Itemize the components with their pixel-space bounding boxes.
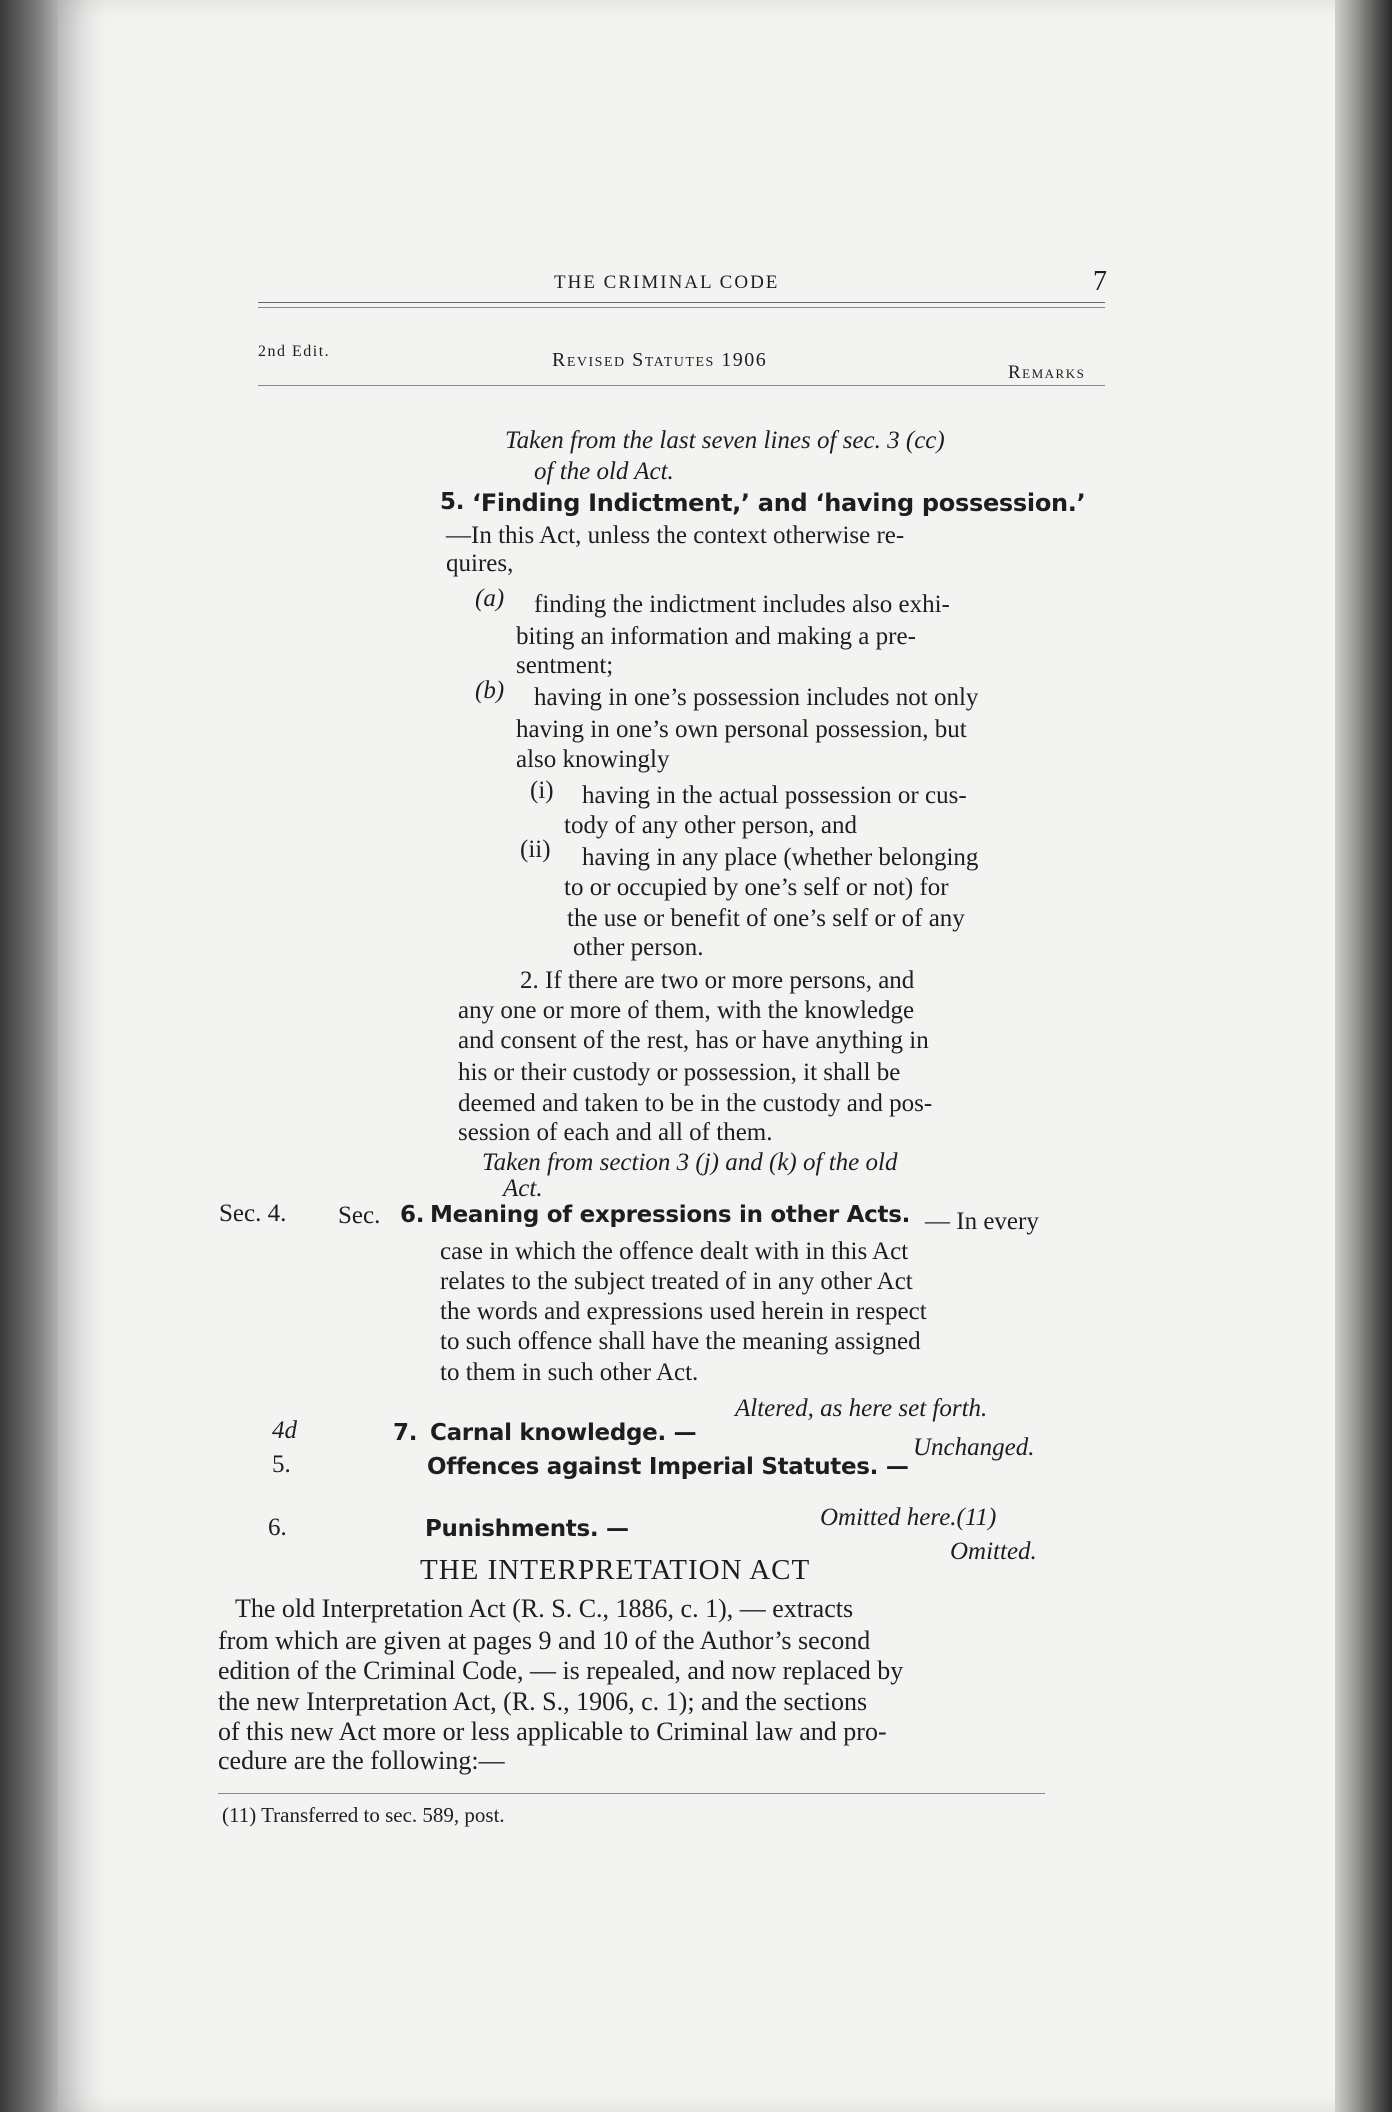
sec6-line-5: to them in such other Act. bbox=[440, 1359, 699, 1386]
sec5-ii-line-3: the use or benefit of one’s self or of any bbox=[567, 905, 965, 932]
punishments-old-reference: 6. bbox=[268, 1514, 287, 1541]
interpretation-line-6: cedure are the following:— bbox=[218, 1746, 505, 1775]
punishments-remark: Omitted. bbox=[950, 1538, 1037, 1565]
intro-note-line-1: Taken from the last seven lines of sec. 3 (cc) bbox=[505, 427, 945, 454]
sec5-note-line-2: Act. bbox=[503, 1175, 543, 1202]
running-title: THE CRIMINAL CODE bbox=[554, 272, 780, 293]
sec5-ii-line-1: having in any place (whether belonging bbox=[582, 844, 979, 871]
interpretation-line-3: edition of the Criminal Code, — is repealed, and now replaced by bbox=[218, 1656, 904, 1685]
offences-remark: Omitted here.(11) bbox=[820, 1504, 997, 1531]
page-number: 7 bbox=[1093, 266, 1107, 297]
sec6-title: Meaning of expressions in other Acts. bbox=[430, 1202, 911, 1228]
sec5-sub2-line-3: and consent of the rest, has or have anything in bbox=[458, 1027, 929, 1054]
sec6-line-3: the words and expressions used herein in respect bbox=[440, 1298, 927, 1325]
sec5-b-label: (b) bbox=[475, 677, 505, 704]
header-rule-top bbox=[258, 302, 1105, 303]
sec5-line-2: quires, bbox=[446, 550, 514, 577]
sec5-sub2-line-1: 2. If there are two or more persons, and bbox=[520, 967, 915, 994]
sec6-old-reference: Sec. 4. bbox=[219, 1200, 287, 1227]
sec5-a-label: (a) bbox=[475, 585, 505, 612]
page-edge bbox=[1335, 0, 1392, 2112]
sec5-sub2-line-5: deemed and taken to be in the custody and pos- bbox=[458, 1090, 933, 1117]
sec5-sub2-line-6: session of each and all of them. bbox=[458, 1119, 773, 1146]
sec5-b-line-2: having in one’s own personal possession, but bbox=[516, 716, 967, 743]
interpretation-heading: THE INTERPRETATION ACT bbox=[420, 1554, 811, 1586]
sec5-a-line-1: finding the indictment includes also exhi- bbox=[534, 591, 950, 618]
offences-title: Offences against Imperial Statutes. — bbox=[427, 1454, 909, 1480]
sec6-new-reference: Sec. bbox=[338, 1202, 381, 1229]
column-head-remarks: Remarks bbox=[1008, 362, 1086, 383]
intro-note-line-2: of the old Act. bbox=[534, 458, 674, 485]
footnote-rule bbox=[218, 1793, 1045, 1794]
sec7-number: 7. bbox=[393, 1420, 418, 1446]
column-head-edition: 2nd Edit. bbox=[258, 343, 331, 360]
sec5-ii-line-2: to or occupied by one’s self or not) for bbox=[564, 874, 949, 901]
interpretation-line-1: The old Interpretation Act (R. S. C., 1886, c. 1), — extracts bbox=[235, 1594, 854, 1623]
sec6-number: 6. bbox=[400, 1202, 425, 1228]
sec5-sub2-line-4: his or their custody or possession, it shall be bbox=[458, 1059, 901, 1086]
header-rule-bottom bbox=[258, 385, 1105, 386]
sec5-a-line-2: biting an information and making a pre- bbox=[516, 623, 916, 650]
sec5-a-line-3: sentment; bbox=[516, 652, 614, 679]
sec5-title: ‘Finding Indictment,’ and ‘having possession.’ bbox=[472, 489, 1086, 517]
sec6-line-2: relates to the subject treated of in any other Act bbox=[440, 1268, 913, 1295]
sec5-b-line-3: also knowingly bbox=[516, 746, 670, 773]
interpretation-line-4: the new Interpretation Act, (R. S., 1906, c. 1); and the sections bbox=[218, 1687, 868, 1716]
sec5-ii-line-4: other person. bbox=[573, 934, 704, 961]
footnote: (11) Transferred to sec. 589, post. bbox=[222, 1803, 505, 1827]
sec5-i-line-2: tody of any other person, and bbox=[564, 812, 857, 839]
sec5-i-label: (i) bbox=[530, 777, 554, 804]
header-rule-top-2 bbox=[258, 307, 1105, 308]
interpretation-line-2: from which are given at pages 9 and 10 of the Author’s second bbox=[218, 1626, 871, 1655]
sec6-remark: Altered, as here set forth. bbox=[735, 1395, 988, 1422]
sec5-line-1: —In this Act, unless the context otherwise re- bbox=[446, 522, 905, 549]
sec6-first-line-rest: — In every bbox=[925, 1208, 1039, 1235]
sec6-line-4: to such offence shall have the meaning assigned bbox=[440, 1328, 921, 1355]
sec5-i-line-1: having in the actual possession or cus- bbox=[582, 782, 967, 809]
sec7-old-reference: 4d bbox=[272, 1417, 297, 1444]
sec7-remark: Unchanged. bbox=[913, 1434, 1035, 1461]
sec5-number: 5. bbox=[440, 489, 465, 515]
sec5-b-line-1: having in one’s possession includes not only bbox=[534, 684, 979, 711]
sec5-sub2-line-2: any one or more of them, with the knowledge bbox=[458, 997, 915, 1024]
sec7-title: Carnal knowledge. — bbox=[430, 1420, 697, 1446]
sec6-line-1: case in which the offence dealt with in this Act bbox=[440, 1238, 909, 1265]
sec5-note-line-1: Taken from section 3 (j) and (k) of the old bbox=[482, 1149, 898, 1176]
punishments-title: Punishments. — bbox=[425, 1516, 629, 1542]
sec5-ii-label: (ii) bbox=[520, 836, 551, 863]
offences-old-reference: 5. bbox=[272, 1451, 291, 1478]
column-head-statutes: Revised Statutes 1906 bbox=[552, 349, 768, 371]
interpretation-line-5: of this new Act more or less applicable to Criminal law and pro- bbox=[218, 1717, 887, 1746]
